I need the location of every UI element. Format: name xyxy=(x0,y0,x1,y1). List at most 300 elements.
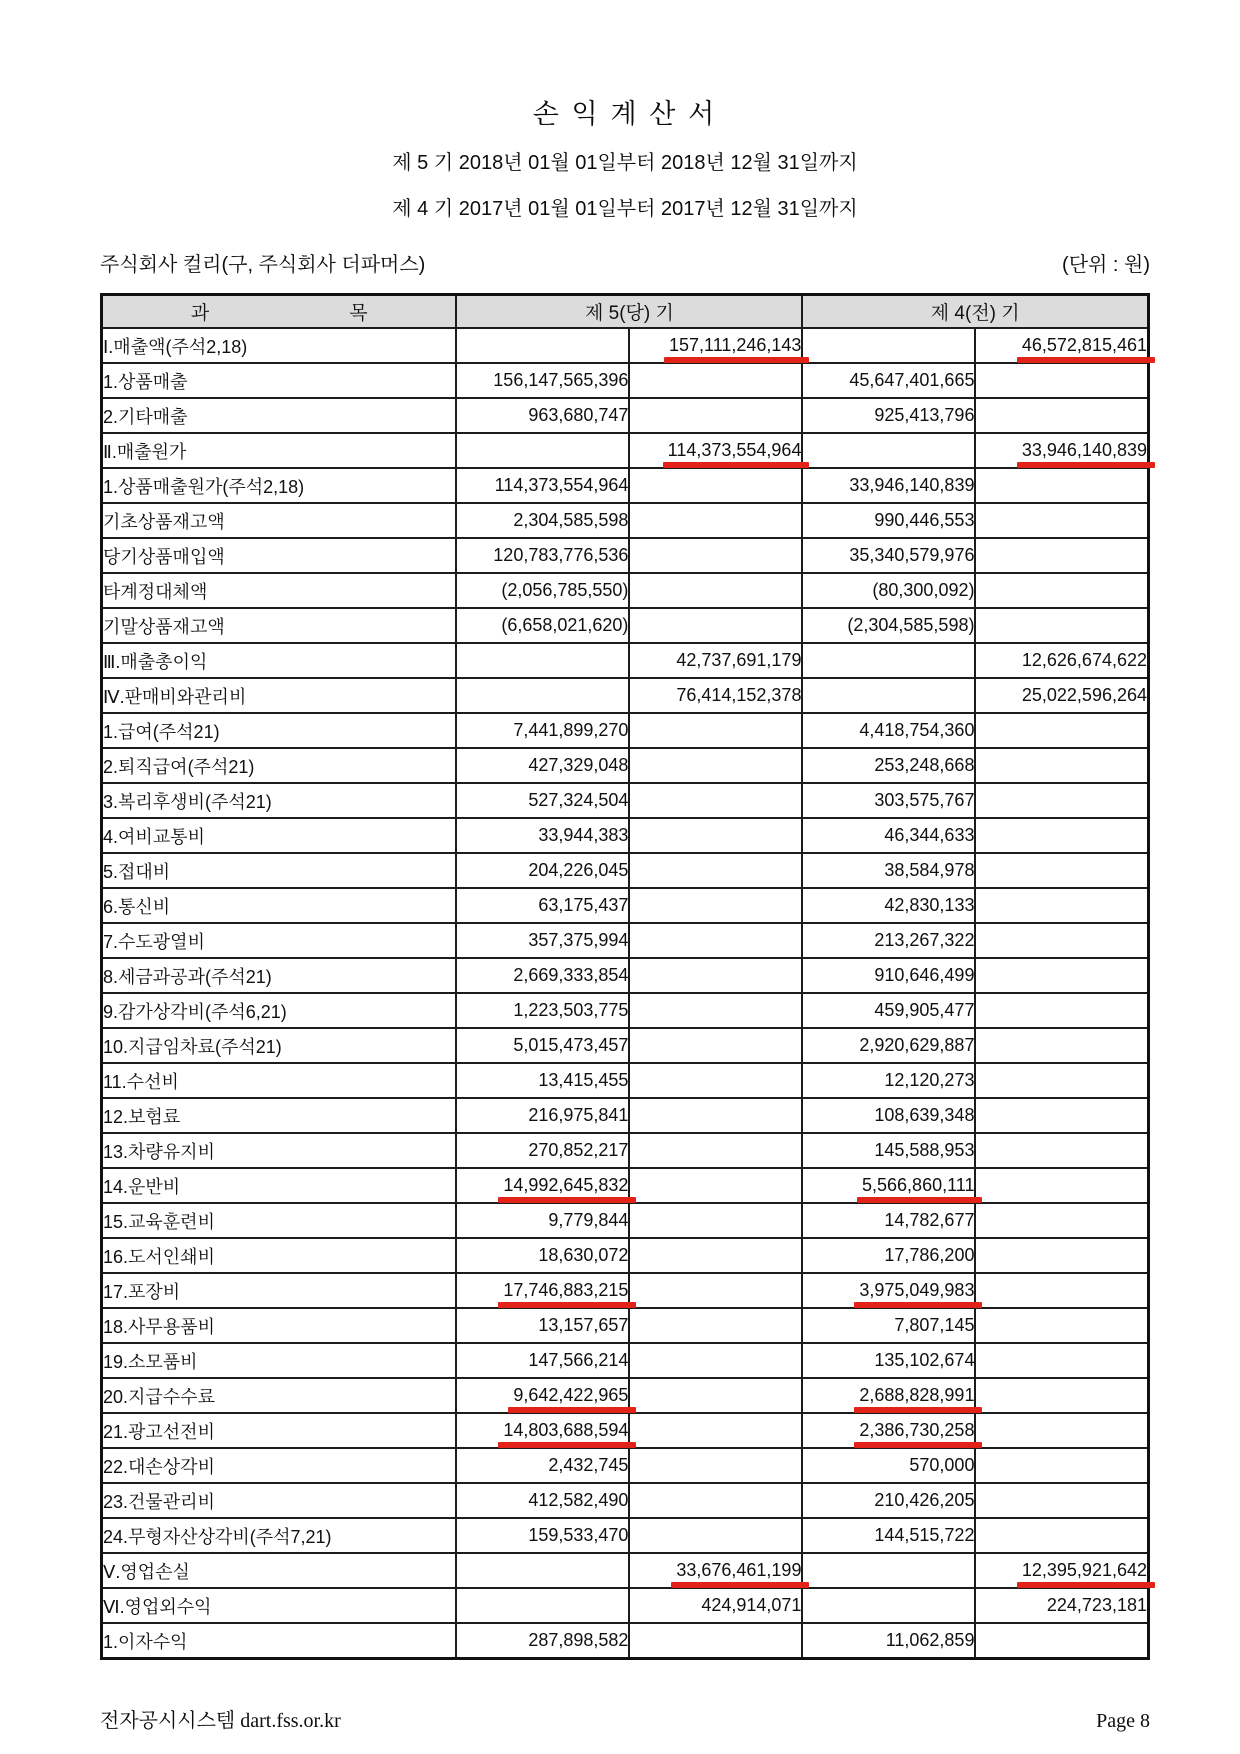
value-cell xyxy=(456,1273,629,1308)
value-text: 303,575,767 xyxy=(874,790,975,810)
value-cell xyxy=(629,1413,802,1448)
table-row xyxy=(102,1343,1149,1378)
table-row xyxy=(102,888,1149,923)
value-cell xyxy=(975,1273,1148,1308)
value-cell xyxy=(975,1448,1148,1483)
value-cell xyxy=(975,1413,1148,1448)
value-cell xyxy=(456,888,629,923)
company-unit-row xyxy=(100,248,1150,277)
account-label: 당기상품매입액 xyxy=(103,546,225,567)
account-header-char: 과 xyxy=(190,303,210,324)
value-cell xyxy=(802,398,975,433)
account-label: 20.지급수수료 xyxy=(103,1386,215,1407)
table-row xyxy=(102,1063,1149,1098)
value-text: (2,056,785,550) xyxy=(501,580,629,600)
account-cell xyxy=(102,1203,457,1238)
value-cell xyxy=(975,398,1148,433)
table-row xyxy=(102,818,1149,853)
value-cell xyxy=(975,1098,1148,1133)
value-text: 2,920,629,887 xyxy=(859,1035,975,1055)
account-label: Ⅳ.판매비와관리비 xyxy=(103,686,247,707)
account-cell xyxy=(102,1238,457,1273)
value-text: 9,642,422,965 xyxy=(513,1385,629,1405)
value-text: 963,680,747 xyxy=(528,405,629,425)
value-cell xyxy=(629,1518,802,1553)
table-row xyxy=(102,503,1149,538)
account-cell xyxy=(102,1028,457,1063)
value-cell xyxy=(629,503,802,538)
period-line-current: 제 5 기 2018년 01월 01일부터 2018년 12월 31일까지 xyxy=(392,152,858,174)
value-cell xyxy=(629,853,802,888)
value-text: 45,647,401,665 xyxy=(849,370,975,390)
value-cell xyxy=(802,503,975,538)
value-cell xyxy=(456,363,629,398)
account-cell xyxy=(102,853,457,888)
table-row xyxy=(102,993,1149,1028)
account-cell xyxy=(102,993,457,1028)
account-label: 16.도서인쇄비 xyxy=(103,1246,215,1267)
value-text: 224,723,181 xyxy=(1046,1595,1147,1615)
table-row xyxy=(102,1588,1149,1623)
value-cell xyxy=(456,643,629,678)
account-cell xyxy=(102,433,457,468)
value-cell xyxy=(975,818,1148,853)
value-cell xyxy=(456,1483,629,1518)
value-cell xyxy=(802,608,975,643)
table-row xyxy=(102,398,1149,433)
value-cell xyxy=(802,1378,975,1413)
value-text: 1,223,503,775 xyxy=(513,1000,629,1020)
value-cell xyxy=(802,1063,975,1098)
value-cell xyxy=(975,958,1148,993)
value-cell xyxy=(456,1448,629,1483)
value-cell xyxy=(629,573,802,608)
value-cell xyxy=(802,748,975,783)
value-text: 42,830,133 xyxy=(884,895,975,915)
value-text: 253,248,668 xyxy=(874,755,975,775)
value-text: (80,300,092) xyxy=(872,580,975,600)
value-cell xyxy=(456,713,629,748)
value-cell xyxy=(802,888,975,923)
account-label: 1.상품매출 xyxy=(103,371,188,392)
value-cell xyxy=(629,1553,802,1588)
account-label: 4.여비교통비 xyxy=(103,826,205,847)
document-title: 손 익 계 산 서 xyxy=(532,99,718,129)
table-row xyxy=(102,783,1149,818)
value-cell xyxy=(629,1378,802,1413)
account-label: 19.소모품비 xyxy=(103,1351,198,1372)
table-row xyxy=(102,538,1149,573)
account-label: 18.사무용품비 xyxy=(103,1316,215,1337)
account-cell xyxy=(102,608,457,643)
value-cell xyxy=(456,1343,629,1378)
account-cell xyxy=(102,468,457,503)
value-cell xyxy=(975,713,1148,748)
value-cell xyxy=(802,1343,975,1378)
value-cell xyxy=(975,783,1148,818)
account-label: 21.광고선전비 xyxy=(103,1421,215,1442)
value-cell xyxy=(975,1343,1148,1378)
value-cell xyxy=(975,748,1148,783)
value-cell xyxy=(975,1553,1148,1588)
account-cell xyxy=(102,1448,457,1483)
table-row xyxy=(102,1098,1149,1133)
value-text: 4,418,754,360 xyxy=(859,720,975,740)
value-cell xyxy=(456,433,629,468)
account-label: 기초상품재고액 xyxy=(103,511,225,532)
account-label: Ⅵ.영업외수익 xyxy=(103,1596,212,1617)
value-cell xyxy=(975,1308,1148,1343)
value-cell xyxy=(456,1553,629,1588)
account-cell xyxy=(102,1623,457,1659)
value-text: 108,639,348 xyxy=(874,1105,975,1125)
account-cell xyxy=(102,1518,457,1553)
value-cell xyxy=(629,993,802,1028)
value-cell xyxy=(456,328,629,363)
value-text: 2,304,585,598 xyxy=(513,510,629,530)
value-cell xyxy=(802,1308,975,1343)
value-text: 135,102,674 xyxy=(874,1350,975,1370)
account-cell xyxy=(102,783,457,818)
value-cell xyxy=(802,678,975,713)
value-cell xyxy=(629,923,802,958)
value-cell xyxy=(456,468,629,503)
value-cell xyxy=(802,923,975,958)
account-label: 1.이자수익 xyxy=(103,1631,188,1652)
page-footer xyxy=(100,1704,1150,1733)
value-cell xyxy=(802,1133,975,1168)
value-cell xyxy=(802,468,975,503)
account-label: 1.급여(주석21) xyxy=(103,721,220,742)
value-cell xyxy=(802,713,975,748)
value-cell xyxy=(802,818,975,853)
account-label: 15.교육훈련비 xyxy=(103,1211,215,1232)
table-row xyxy=(102,1483,1149,1518)
value-cell xyxy=(802,1203,975,1238)
value-text: 270,852,217 xyxy=(528,1140,629,1160)
value-cell xyxy=(456,1308,629,1343)
value-cell xyxy=(629,1483,802,1518)
value-cell xyxy=(802,1098,975,1133)
value-cell xyxy=(456,923,629,958)
table-row xyxy=(102,1448,1149,1483)
value-cell xyxy=(975,1133,1148,1168)
account-cell xyxy=(102,1378,457,1413)
value-cell xyxy=(456,853,629,888)
value-cell xyxy=(802,363,975,398)
value-cell xyxy=(802,993,975,1028)
value-cell xyxy=(975,538,1148,573)
value-text: 35,340,579,976 xyxy=(849,545,975,565)
value-cell xyxy=(456,1168,629,1203)
value-cell xyxy=(456,1518,629,1553)
value-cell xyxy=(456,503,629,538)
value-text: 990,446,553 xyxy=(874,510,975,530)
value-cell xyxy=(456,573,629,608)
account-label: 24.무형자산상각비(주석7,21) xyxy=(103,1526,332,1547)
value-cell xyxy=(629,1063,802,1098)
column-header-prior-period: 제 4(전) 기 xyxy=(802,295,1148,329)
account-cell xyxy=(102,818,457,853)
table-row xyxy=(102,608,1149,643)
value-cell xyxy=(975,1588,1148,1623)
value-cell xyxy=(802,1623,975,1659)
account-label: 타계정대체액 xyxy=(103,581,208,602)
value-cell xyxy=(802,328,975,363)
table-row xyxy=(102,958,1149,993)
value-cell xyxy=(975,678,1148,713)
value-cell xyxy=(975,853,1148,888)
column-header-current-period: 제 5(당) 기 xyxy=(456,295,802,329)
value-text: 12,626,674,622 xyxy=(1021,650,1147,670)
account-label: 7.수도광열비 xyxy=(103,931,205,952)
table-row xyxy=(102,1168,1149,1203)
value-text: 5,015,473,457 xyxy=(513,1035,629,1055)
account-label: 8.세금과공과(주석21) xyxy=(103,966,272,987)
value-text: 14,782,677 xyxy=(884,1210,975,1230)
value-cell xyxy=(975,1378,1148,1413)
table-row xyxy=(102,1203,1149,1238)
column-header-account xyxy=(102,295,457,329)
value-cell xyxy=(456,538,629,573)
value-cell xyxy=(802,958,975,993)
value-cell xyxy=(629,643,802,678)
table-row xyxy=(102,1518,1149,1553)
value-cell xyxy=(802,1168,975,1203)
account-cell xyxy=(102,1308,457,1343)
account-cell xyxy=(102,1133,457,1168)
value-cell xyxy=(456,783,629,818)
value-cell xyxy=(975,433,1148,468)
value-text: 157,111,246,143 xyxy=(668,335,802,355)
table-row xyxy=(102,1308,1149,1343)
value-text: 33,946,140,839 xyxy=(1021,440,1147,460)
account-label: 23.건물관리비 xyxy=(103,1491,215,1512)
value-text: 159,533,470 xyxy=(528,1525,629,1545)
value-cell xyxy=(629,1448,802,1483)
account-label: 10.지급임차료(주석21) xyxy=(103,1036,282,1057)
value-cell xyxy=(629,783,802,818)
value-cell xyxy=(975,573,1148,608)
value-cell xyxy=(802,433,975,468)
value-cell xyxy=(802,853,975,888)
value-cell xyxy=(629,888,802,923)
value-cell xyxy=(629,713,802,748)
table-row xyxy=(102,713,1149,748)
value-text: 2,432,745 xyxy=(548,1455,629,1475)
value-text: 2,688,828,991 xyxy=(859,1385,975,1405)
value-text: 120,783,776,536 xyxy=(493,545,629,565)
value-cell xyxy=(456,1238,629,1273)
value-text: 18,630,072 xyxy=(538,1245,629,1265)
value-text: (2,304,585,598) xyxy=(847,615,975,635)
value-cell xyxy=(975,328,1148,363)
value-cell xyxy=(629,1273,802,1308)
income-statement-table xyxy=(100,293,1150,1660)
value-text: 3,975,049,983 xyxy=(859,1280,975,1300)
value-cell xyxy=(629,363,802,398)
account-cell xyxy=(102,923,457,958)
account-cell xyxy=(102,888,457,923)
value-cell xyxy=(629,748,802,783)
account-label: 13.차량유지비 xyxy=(103,1141,215,1162)
table-row xyxy=(102,643,1149,678)
value-cell xyxy=(629,678,802,713)
value-cell xyxy=(975,993,1148,1028)
table-row xyxy=(102,363,1149,398)
account-label: 11.수선비 xyxy=(103,1071,179,1092)
value-cell xyxy=(975,1518,1148,1553)
table-row xyxy=(102,1413,1149,1448)
value-text: 925,413,796 xyxy=(874,405,975,425)
value-text: 5,566,860,111 xyxy=(862,1175,975,1195)
value-cell xyxy=(975,1063,1148,1098)
account-label: 14.운반비 xyxy=(103,1176,181,1197)
value-cell xyxy=(802,573,975,608)
value-text: 17,746,883,215 xyxy=(503,1280,629,1300)
table-row xyxy=(102,1273,1149,1308)
value-text: 213,267,322 xyxy=(874,930,975,950)
value-cell xyxy=(456,1623,629,1659)
value-cell xyxy=(975,1238,1148,1273)
table-header-row xyxy=(102,295,1149,329)
account-cell xyxy=(102,1588,457,1623)
value-cell xyxy=(802,643,975,678)
value-cell xyxy=(629,1623,802,1659)
value-cell xyxy=(975,643,1148,678)
value-text: 287,898,582 xyxy=(528,1630,629,1650)
table-row xyxy=(102,573,1149,608)
account-label: Ⅴ.영업손실 xyxy=(103,1561,190,1582)
value-text: 13,415,455 xyxy=(538,1070,629,1090)
value-cell xyxy=(456,1028,629,1063)
value-cell xyxy=(456,1588,629,1623)
account-cell xyxy=(102,573,457,608)
account-label: 기말상품재고액 xyxy=(103,616,225,637)
value-cell xyxy=(456,1203,629,1238)
value-text: 144,515,722 xyxy=(874,1525,975,1545)
table-row xyxy=(102,748,1149,783)
account-cell xyxy=(102,1343,457,1378)
value-text: 46,572,815,461 xyxy=(1021,335,1147,355)
value-text: 17,786,200 xyxy=(884,1245,975,1265)
value-text: 427,329,048 xyxy=(528,755,629,775)
table-row xyxy=(102,468,1149,503)
value-text: 33,944,383 xyxy=(538,825,629,845)
value-cell xyxy=(975,608,1148,643)
account-cell xyxy=(102,958,457,993)
value-cell xyxy=(975,1028,1148,1063)
account-cell xyxy=(102,503,457,538)
account-cell xyxy=(102,748,457,783)
value-text: 147,566,214 xyxy=(528,1350,629,1370)
value-text: 42,737,691,179 xyxy=(676,650,802,670)
account-cell xyxy=(102,1063,457,1098)
table-row xyxy=(102,853,1149,888)
value-cell xyxy=(629,818,802,853)
value-cell xyxy=(629,1168,802,1203)
value-text: 12,120,273 xyxy=(884,1070,975,1090)
value-cell xyxy=(456,678,629,713)
value-cell xyxy=(802,1413,975,1448)
value-cell xyxy=(802,1588,975,1623)
value-cell xyxy=(629,1203,802,1238)
account-cell xyxy=(102,328,457,363)
table-row xyxy=(102,1378,1149,1413)
table-row xyxy=(102,1553,1149,1588)
value-cell xyxy=(975,923,1148,958)
value-cell xyxy=(456,818,629,853)
account-label: 12.보험료 xyxy=(103,1106,181,1127)
value-text: 216,975,841 xyxy=(528,1105,629,1125)
value-text: 114,373,554,964 xyxy=(667,440,802,460)
footer-system-label: 전자공시시스템 dart.fss.or.kr xyxy=(100,1710,341,1732)
table-row xyxy=(102,1028,1149,1063)
value-text: 527,324,504 xyxy=(528,790,629,810)
table-row xyxy=(102,678,1149,713)
value-cell xyxy=(802,783,975,818)
value-text: 412,582,490 xyxy=(528,1490,629,1510)
value-cell xyxy=(975,1623,1148,1659)
value-text: 459,905,477 xyxy=(874,1000,975,1020)
account-cell xyxy=(102,643,457,678)
value-cell xyxy=(456,993,629,1028)
value-cell xyxy=(629,1308,802,1343)
account-cell xyxy=(102,713,457,748)
value-cell xyxy=(456,1098,629,1133)
value-cell xyxy=(456,1378,629,1413)
value-cell xyxy=(629,468,802,503)
account-cell xyxy=(102,1553,457,1588)
account-cell xyxy=(102,538,457,573)
account-label: Ⅰ.매출액(주석2,18) xyxy=(103,336,248,357)
company-name: 주식회사 컬리(구, 주식회사 더파머스) xyxy=(100,254,426,276)
value-cell xyxy=(629,433,802,468)
account-cell xyxy=(102,1483,457,1518)
value-cell xyxy=(975,363,1148,398)
value-text: 910,646,499 xyxy=(874,965,975,985)
footer-page-number: Page 8 xyxy=(1096,1710,1150,1732)
account-label: 6.통신비 xyxy=(103,896,171,917)
value-text: 25,022,596,264 xyxy=(1021,685,1147,705)
value-text: 145,588,953 xyxy=(874,1140,975,1160)
value-text: 156,147,565,396 xyxy=(493,370,629,390)
value-text: 210,426,205 xyxy=(874,1490,975,1510)
value-cell xyxy=(629,1588,802,1623)
value-text: 33,676,461,199 xyxy=(676,1560,802,1580)
account-label: 22.대손상각비 xyxy=(103,1456,215,1477)
account-cell xyxy=(102,1413,457,1448)
value-text: 14,992,645,832 xyxy=(503,1175,629,1195)
value-text: 13,157,657 xyxy=(538,1315,629,1335)
value-cell xyxy=(629,608,802,643)
value-text: 570,000 xyxy=(909,1455,975,1475)
value-text: 424,914,071 xyxy=(701,1595,802,1615)
value-text: (6,658,021,620) xyxy=(501,615,629,635)
value-cell xyxy=(629,538,802,573)
table-row xyxy=(102,433,1149,468)
value-cell xyxy=(802,1553,975,1588)
table-row xyxy=(102,923,1149,958)
table-body xyxy=(102,328,1149,1659)
value-text: 14,803,688,594 xyxy=(503,1420,629,1440)
value-cell xyxy=(802,538,975,573)
value-cell xyxy=(456,398,629,433)
value-text: 7,807,145 xyxy=(894,1315,975,1335)
value-cell xyxy=(975,503,1148,538)
value-text: 2,386,730,258 xyxy=(859,1420,975,1440)
account-label: 17.포장비 xyxy=(103,1281,181,1302)
